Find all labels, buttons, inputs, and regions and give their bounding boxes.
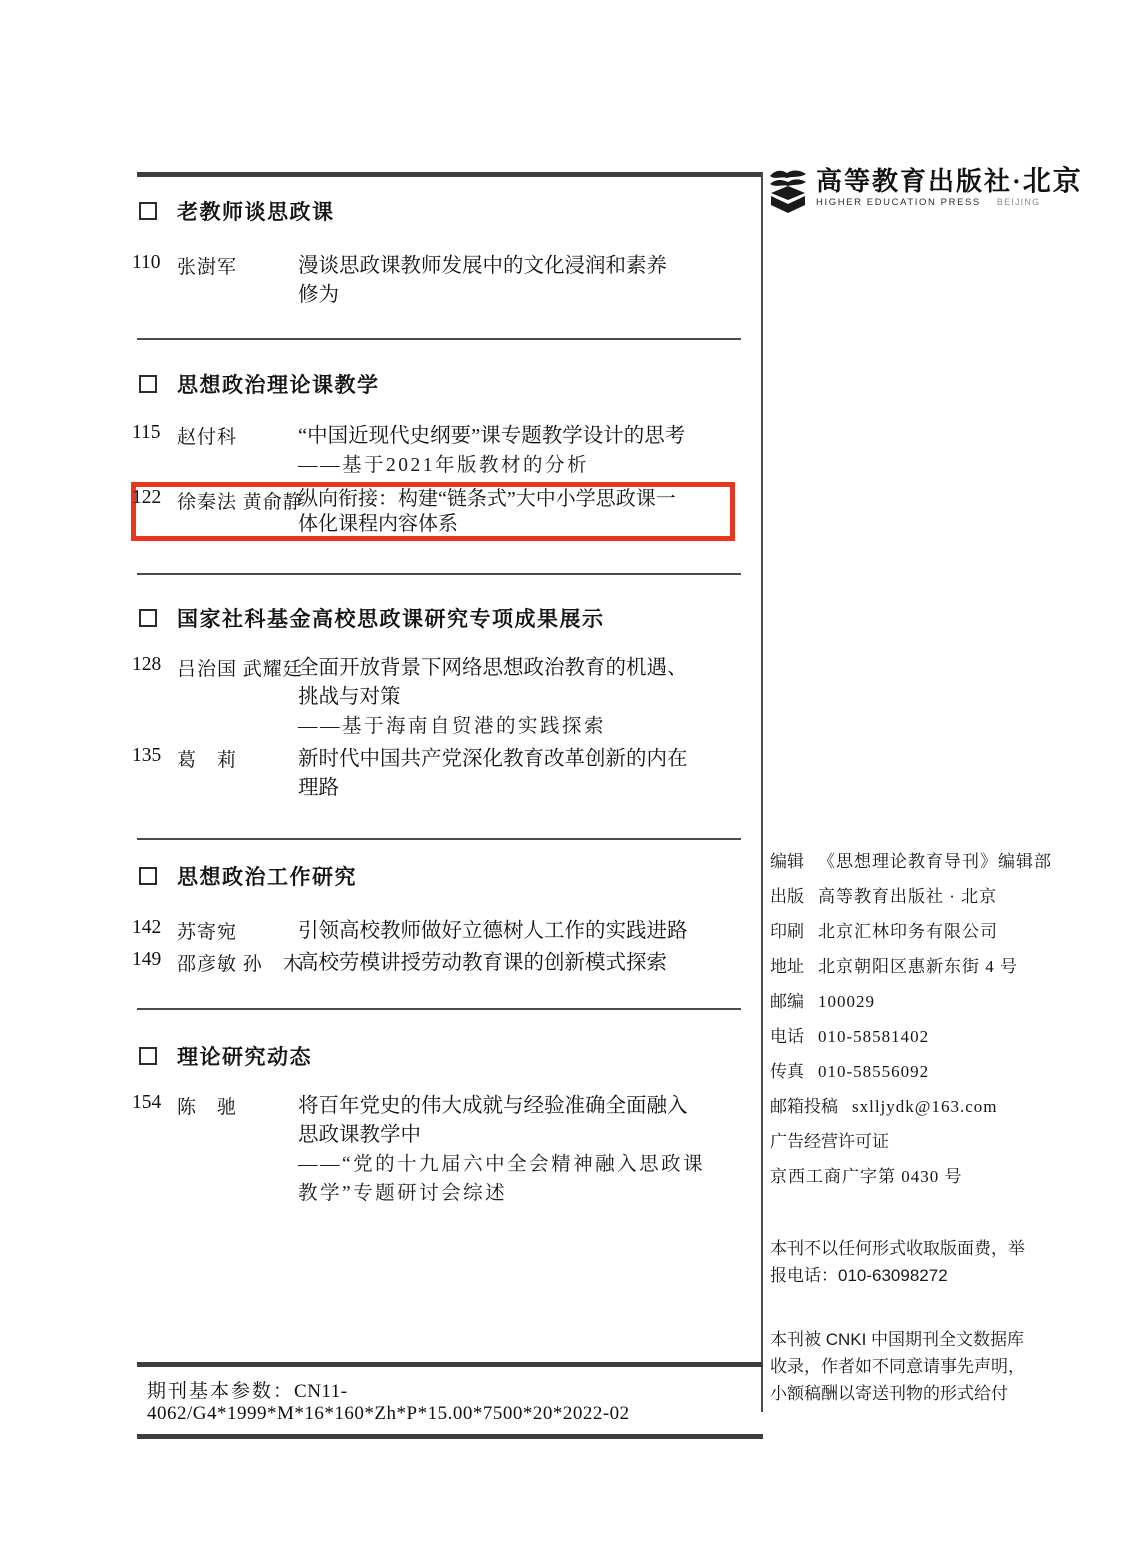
authors: 苏寄宛: [177, 922, 238, 943]
publisher-city-en: BEIJING: [996, 197, 1041, 207]
toc-entry-highlighted: [132, 487, 738, 537]
page-number: 154: [132, 1092, 162, 1113]
page-number: 128: [132, 654, 162, 675]
top-rule: [137, 172, 763, 177]
article-title-line: 思政课教学中: [298, 1124, 421, 1146]
section-header: [139, 603, 605, 633]
section-header: [139, 861, 357, 891]
no-page-fee-notice: 本刊不以任何形式收取版面费，举 报电话：010-63098272: [770, 1239, 1025, 1285]
cnki-inclusion-notice: 本刊被 CNKI 中国期刊全文数据库 收录，作者如不同意请事先声明， 小额稿酬以寄送刊物的形式给付: [770, 1330, 1025, 1403]
toc-entry: [132, 917, 738, 946]
authors: 邵彦敏 孙 木: [177, 954, 303, 975]
page-number: 110: [132, 252, 161, 273]
section-title: 老教师谈思政课: [177, 201, 335, 224]
publisher-logo: [767, 168, 1083, 220]
page-number: 135: [132, 745, 162, 766]
authors: 徐秦法 黄俞静: [177, 492, 303, 513]
section-divider: [137, 573, 741, 575]
toc-entry: [132, 252, 738, 310]
info-line: 京西工商广字第 0430 号: [770, 1167, 963, 1186]
article-subtitle-line: ——基于2021年版教材的分析: [298, 455, 590, 476]
checkbox-icon: [139, 375, 157, 393]
checkbox-icon: [139, 609, 157, 627]
info-line: 编辑 《思想理论教育导刊》编辑部: [770, 852, 1052, 871]
article-title-line: 挑战与对策: [298, 686, 401, 708]
info-line: 地址 北京朝阳区惠新东街 4 号: [770, 957, 1018, 976]
checkbox-icon: [139, 202, 157, 220]
section-title: 思想政治工作研究: [177, 866, 357, 889]
article-title-line: 新时代中国共产党深化教育改革创新的内在: [298, 748, 688, 770]
article-title-line: 体化课程内容体系: [298, 513, 458, 535]
toc-entry: [132, 422, 738, 480]
info-line: 广告经营许可证: [770, 1132, 889, 1151]
article-subtitle-line: 教学”专题研讨会综述: [298, 1183, 508, 1204]
article-title-line: 理路: [298, 777, 339, 799]
page-number: 115: [132, 422, 161, 443]
section-divider: [137, 338, 741, 340]
info-line: 印刷 北京汇林印务有限公司: [770, 922, 998, 941]
checkbox-icon: [139, 1047, 157, 1065]
parameters-label: 期刊基本参数：: [147, 1381, 295, 1402]
section-divider: [137, 1008, 741, 1010]
article-title-line: 高校劳模讲授劳动教育课的创新模式探索: [298, 952, 667, 974]
section-title: 国家社科基金高校思政课研究专项成果展示: [177, 608, 605, 631]
info-line: 邮编 100029: [770, 992, 875, 1011]
publication-info: [770, 851, 1052, 1201]
toc-entry: [132, 654, 738, 741]
authors: 吕治国 武耀廷: [177, 659, 303, 680]
info-line: 传真 010-58556092: [770, 1062, 930, 1081]
section-divider: [137, 838, 741, 840]
article-title-line: 将百年党史的伟大成就与经验准确全面融入: [298, 1095, 688, 1117]
article-title-line: “中国近现代史纲要”课专题教学设计的思考: [298, 425, 686, 447]
section-title: 思想政治理论课教学: [177, 374, 380, 397]
checkbox-icon: [139, 867, 157, 885]
toc-entry: [132, 949, 738, 978]
authors: 陈 驰: [177, 1097, 238, 1118]
authors: 赵付科: [177, 427, 238, 448]
page-number: 142: [132, 917, 162, 938]
authors: 张澍军: [177, 257, 238, 278]
section-header: [139, 369, 380, 399]
page-number: 149: [132, 949, 162, 970]
toc-entry: [132, 1092, 738, 1208]
article-title-line: 引领高校教师做好立德树人工作的实践进路: [298, 920, 688, 942]
page-number: 122: [132, 487, 162, 508]
info-line: 电话 010-58581402: [770, 1027, 930, 1046]
publisher-name-cn: 高等教育出版社·北京: [816, 166, 1083, 197]
article-title-line: 纵向衔接：构建“链条式”大中小学思政课一: [298, 488, 676, 510]
info-line: 出版 高等教育出版社 · 北京: [770, 887, 998, 906]
article-subtitle-line: ——基于海南自贸港的实践探索: [298, 716, 607, 737]
section-header: [139, 196, 335, 226]
toc-entry: [132, 745, 738, 803]
publisher-name-en: HIGHER EDUCATION PRESS: [816, 197, 981, 208]
section-title: 理论研究动态: [177, 1046, 312, 1069]
article-title-line: 修为: [298, 284, 339, 306]
article-title-line: 全面开放背景下网络思想政治教育的机遇、: [298, 657, 688, 679]
authors: 葛 莉: [177, 750, 238, 771]
books-stack-icon: [767, 168, 809, 220]
sidebar-divider-rule: [761, 172, 763, 1412]
article-subtitle-line: ——“党的十九届六中全会精神融入思政课: [298, 1154, 706, 1175]
section-header: [139, 1041, 312, 1071]
info-line: 邮箱投稿 sxlljydk@163.com: [770, 1097, 998, 1116]
journal-parameters: [137, 1362, 763, 1439]
article-title-line: 漫谈思政课教师发展中的文化浸润和素养: [298, 255, 667, 277]
parameters-value: CN11-4062/G4*1999*M*16*160*Zh*P*15.00*7500*20*2022-02: [147, 1381, 630, 1424]
